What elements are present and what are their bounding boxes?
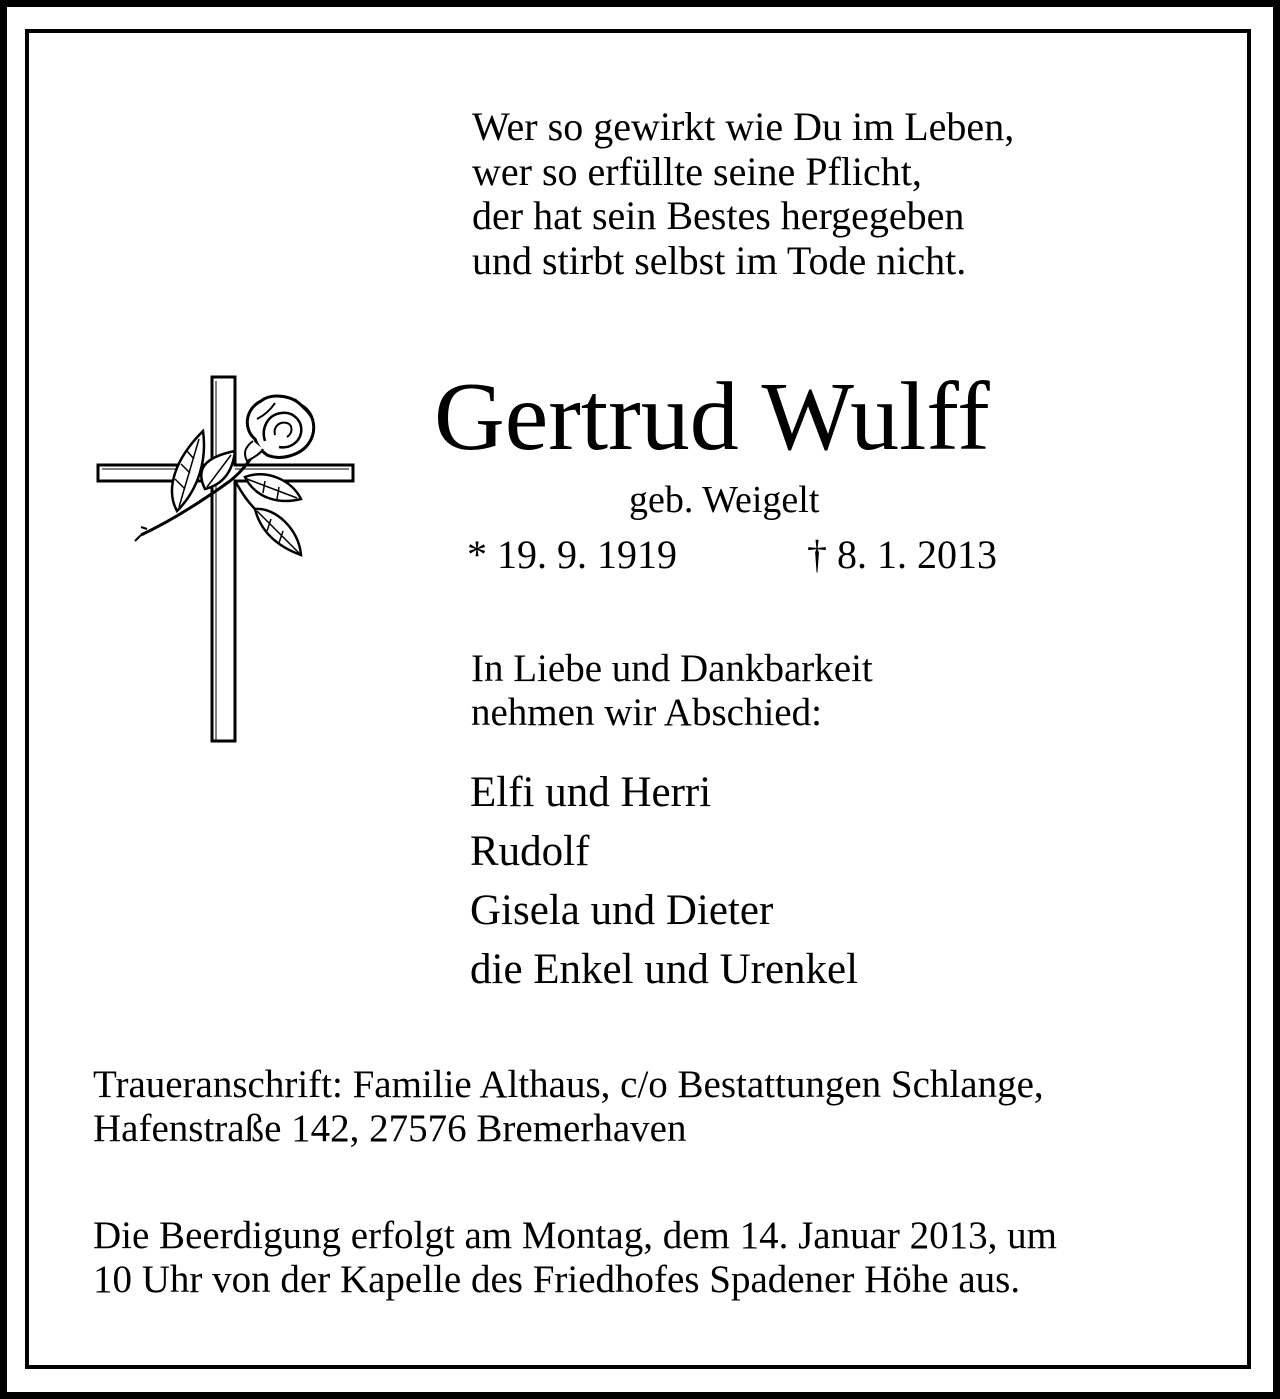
address-line: Traueranschrift: Familie Althaus, c/o Bestattungen Schlange,	[93, 1063, 1044, 1106]
motto-poem	[472, 105, 1014, 283]
obituary-page	[7, 7, 1273, 1392]
mourning-address	[93, 1063, 1044, 1151]
birth-date: * 19. 9. 1919	[467, 532, 677, 577]
farewell-line: In Liebe und Dankbarkeit	[471, 647, 873, 690]
mourner-entry: die Enkel und Urenkel	[470, 946, 859, 993]
funeral-notice	[93, 1214, 1057, 1302]
motto-line: wer so erfüllte seine Pflicht,	[472, 148, 922, 194]
funeral-line: 10 Uhr von der Kapelle des Friedhofes Spadener Höhe aus.	[93, 1258, 1021, 1301]
motto-line: Wer so gewirkt wie Du im Leben,	[472, 104, 1015, 149]
maiden-name: geb. Weigelt	[629, 479, 820, 521]
deceased-name: Gertrud Wulff	[434, 363, 990, 471]
farewell-text	[471, 647, 873, 735]
motto-line: und stirbt selbst im Tode nicht.	[472, 237, 967, 283]
motto-line: der hat sein Bestes hergegeben	[472, 193, 965, 238]
funeral-line: Die Beerdigung erfolgt am Montag, dem 14. Januar 2013, um	[93, 1214, 1057, 1257]
life-dates	[467, 531, 997, 579]
address-line: Hafenstraße 142, 27576 Bremerhaven	[93, 1107, 687, 1150]
mourner-entry: Rudolf	[470, 828, 590, 875]
death-date: † 8. 1. 2013	[807, 532, 997, 577]
mourner-entry: Elfi und Herri	[470, 769, 712, 816]
mourners-list	[470, 763, 858, 999]
cross-with-rose-icon	[95, 369, 357, 749]
mourner-entry: Gisela und Dieter	[470, 887, 774, 934]
farewell-line: nehmen wir Abschied:	[471, 691, 822, 734]
